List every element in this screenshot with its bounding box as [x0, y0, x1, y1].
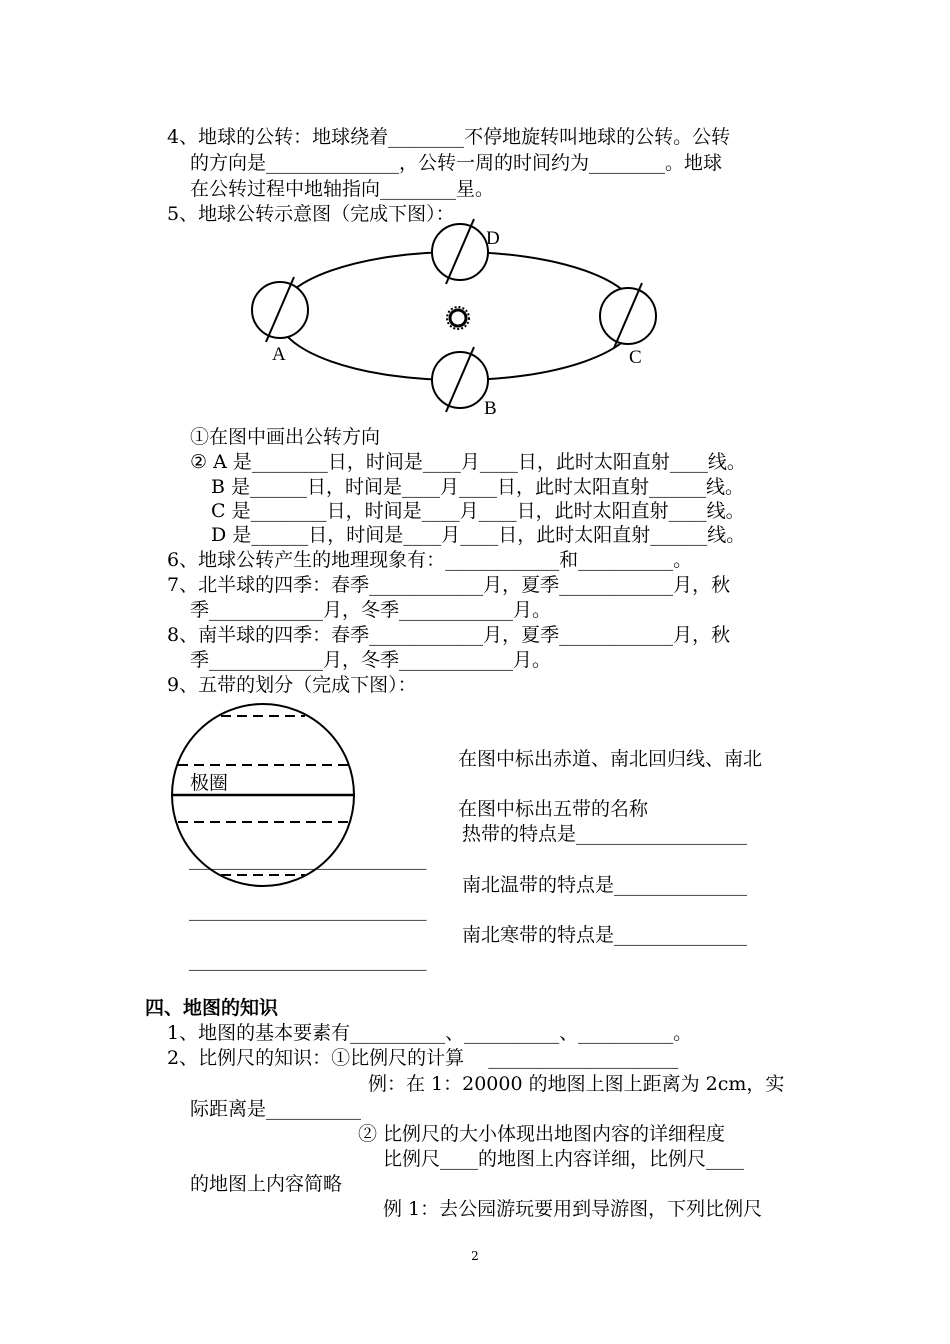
label-d: D — [486, 228, 500, 249]
q9-title: 9、五带的划分（完成下图）： — [167, 674, 417, 696]
q4-line-1: 4、地球的公转：地球绕着________不停地旋转叫地球的公转。公转 — [167, 126, 731, 148]
q5-title: 5、地球公转示意图（完成下图）： — [167, 203, 455, 225]
q4-line-3: 在公转过程中地轴指向________星。 — [190, 178, 495, 200]
q8-line-1: 8、南半球的四季：春季____________月，夏季____________月，秋 — [167, 624, 731, 646]
q5-item-2-d: D 是______日，时间是____月____日，此时太阳直射______线。 — [211, 524, 746, 546]
q7-line-2: 季____________月，冬季____________月。 — [190, 599, 552, 621]
s4-q2-simple: 的地图上内容简略 — [190, 1173, 343, 1195]
answer-line-1: _________________________ — [189, 848, 427, 870]
q5-item-2-c: C 是________日，时间是____月____日，此时太阳直射____线。 — [211, 500, 745, 522]
earth-position-d — [432, 219, 488, 284]
tropical-feature: 热带的特点是__________________ — [462, 823, 748, 845]
s4-q2-example-1: 例 1：去公园游玩要用到导游图，下列比例尺 — [383, 1198, 763, 1220]
label-a: A — [272, 344, 286, 365]
q7-line-1: 7、北半球的四季：春季____________月，夏季____________月，秋 — [167, 574, 731, 596]
q5-item-1: ①在图中画出公转方向 — [190, 426, 381, 448]
zone-task-2: 在图中标出五带的名称 — [458, 798, 649, 820]
zone-task-1: 在图中标出赤道、南北回归线、南北 — [458, 748, 763, 770]
q8-line-2: 季____________月，冬季____________月。 — [190, 649, 552, 671]
label-c: C — [629, 347, 642, 368]
earth-position-b — [432, 347, 488, 412]
q5-item-2-a: ② A 是________日，时间是____月____日，此时太阳直射____线。 — [190, 451, 746, 473]
label-b: B — [484, 398, 497, 419]
s4-q2-detail: 比例尺____的地图上内容详细，比例尺____ — [383, 1148, 745, 1170]
temperate-feature: 南北温带的特点是______________ — [462, 874, 748, 896]
frigid-feature: 南北寒带的特点是______________ — [462, 924, 748, 946]
answer-line-2: _________________________ — [189, 899, 427, 921]
q4-line-2: 的方向是______________，公转一周的时间约为________。地球 — [190, 152, 723, 174]
section-4-heading: 四、地图的知识 — [145, 997, 279, 1019]
s4-q2-line-1: 2、比例尺的知识：①比例尺的计算 ____________________ — [167, 1047, 679, 1069]
zone-label-polar-circle: 极圈 — [190, 772, 229, 794]
q6: 6、地球公转产生的地理现象有：____________和__________。 — [167, 549, 693, 571]
earth-position-c — [600, 283, 656, 348]
s4-q2-example: 例：在 1：20000 的地图上图上距离为 2cm，实 — [368, 1073, 785, 1095]
s4-q2-item-2: ② 比例尺的大小体现出地图内容的详细程度 — [358, 1123, 726, 1145]
page-number: 2 — [471, 1249, 479, 1263]
sun-icon — [447, 307, 469, 329]
q5-item-2-b: B 是______日，时间是____月____日，此时太阳直射______线。 — [211, 476, 745, 498]
s4-q1: 1、地图的基本要素有__________、__________、__________。 — [167, 1022, 693, 1044]
answer-line-3: _________________________ — [189, 949, 427, 971]
s4-q2-distance: 际距离是__________ — [190, 1098, 362, 1120]
